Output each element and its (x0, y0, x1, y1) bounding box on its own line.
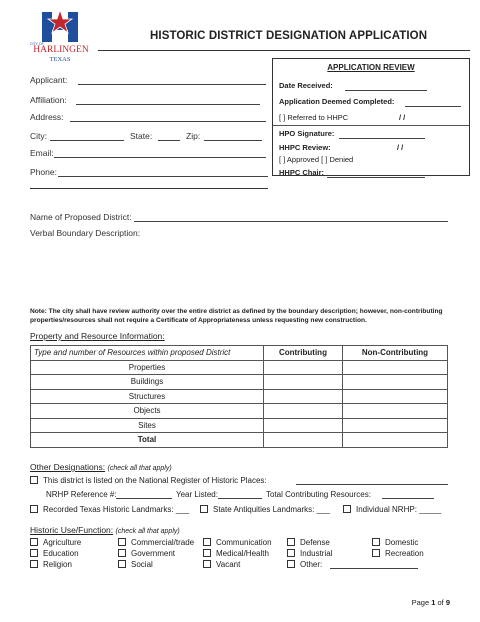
date-received-field[interactable] (345, 90, 427, 91)
use-hint: (check all that apply) (115, 528, 180, 535)
checkbox-icon[interactable] (118, 560, 126, 568)
individual-nrhp-checkbox[interactable] (343, 505, 441, 514)
use-label: Industrial (300, 549, 333, 558)
rthl-checkbox[interactable] (30, 505, 189, 514)
zip-label: Zip: (186, 131, 201, 141)
individual-nrhp-label: Individual NRHP: _____ (356, 505, 442, 514)
use-checkbox[interactable] (203, 538, 272, 547)
affiliation-label: Affiliation: (30, 95, 67, 105)
district-name-label: Name of Proposed District: (30, 212, 132, 222)
review-header: APPLICATION REVIEW (327, 63, 415, 72)
checkbox-icon[interactable] (287, 538, 295, 546)
nrhp-ref-field[interactable] (116, 498, 172, 499)
checkbox-icon[interactable] (30, 560, 38, 568)
row-properties: Properties (31, 360, 264, 375)
cell-input[interactable] (264, 389, 343, 404)
row-structures: Structures (31, 389, 264, 404)
use-label: Medical/Health (216, 549, 269, 558)
header-noncontributing: Non-Contributing (342, 346, 447, 361)
page-current: 1 (431, 598, 436, 607)
checkbox-icon[interactable] (343, 505, 351, 513)
checkbox-icon[interactable] (200, 505, 208, 513)
email-field[interactable] (54, 157, 266, 158)
nrhp-ref-label: NRHP Reference #: (46, 490, 117, 499)
row-total: Total (31, 433, 264, 448)
email-label: Email: (30, 148, 54, 158)
use-label: Recreation (385, 549, 424, 558)
zip-field[interactable] (204, 140, 262, 141)
note-text: Note: The city shall have review authority over the entire district as defined by the boundary description; however, non-contributing properties/resources shall not require a Certificate of Appropriateness unless requesting new construction. (30, 308, 443, 324)
use-label: Religion (43, 560, 72, 569)
checkbox-icon[interactable] (30, 538, 38, 546)
use-label: Commercial/trade (131, 538, 195, 547)
use-checkbox[interactable] (30, 549, 79, 558)
verbal-boundary-area[interactable] (30, 240, 450, 302)
checkbox-icon[interactable] (287, 549, 295, 557)
city-logo (30, 8, 90, 66)
total-contributing-label: Total Contributing Resources: (266, 490, 371, 499)
hhpc-review-date: / / (397, 143, 404, 152)
use-label: Defense (300, 538, 330, 547)
logo-city-of: CITY OF (30, 42, 44, 46)
use-checkbox[interactable] (118, 560, 153, 569)
cell-input[interactable] (342, 433, 447, 448)
page-title: HISTORIC DISTRICT DESIGNATION APPLICATION (150, 30, 428, 42)
use-checkbox[interactable] (30, 538, 81, 547)
other-use-field[interactable] (330, 568, 418, 569)
checkbox-icon[interactable] (372, 538, 380, 546)
city-field[interactable] (50, 140, 124, 141)
use-checkbox[interactable] (287, 538, 330, 547)
row-sites: Sites (31, 418, 264, 433)
total-contributing-field[interactable] (382, 498, 434, 499)
checkbox-icon[interactable] (118, 549, 126, 557)
header-contributing: Contributing (264, 346, 343, 361)
affiliation-field[interactable] (76, 104, 260, 105)
use-checkbox[interactable] (118, 549, 175, 558)
title-rule (98, 50, 470, 51)
year-listed-field[interactable] (218, 498, 262, 499)
verbal-boundary-label: Verbal Boundary Description: (30, 228, 141, 238)
use-label: Communication (216, 538, 272, 547)
hhpc-chair-label: HHPC Chair: (279, 168, 325, 177)
phone-label: Phone: (30, 167, 57, 177)
checkbox-icon[interactable] (203, 549, 211, 557)
use-label: Agriculture (43, 538, 82, 547)
use-label: Vacant (216, 560, 241, 569)
checkbox-icon[interactable] (287, 560, 295, 568)
hpo-signature-field[interactable] (339, 138, 425, 139)
city-label: City: (30, 131, 47, 141)
use-label: Social (131, 560, 153, 569)
applicant-divider (30, 188, 268, 189)
other-hint: (check all that apply) (107, 465, 172, 472)
phone-field[interactable] (58, 176, 268, 177)
logo-name: HARLINGEN (33, 45, 89, 55)
use-label: Education (43, 549, 79, 558)
row-buildings: Buildings (31, 375, 264, 390)
cell-input[interactable] (342, 375, 447, 390)
use-label: Other: (300, 560, 323, 569)
review-divider (273, 125, 469, 126)
hpo-signature-label: HPO Signature: (279, 129, 335, 138)
applicant-field[interactable] (78, 84, 266, 85)
cell-input[interactable] (264, 375, 343, 390)
deemed-completed-label: Application Deemed Completed: (279, 97, 395, 106)
cell-input[interactable] (342, 404, 447, 419)
page-number (412, 598, 450, 607)
header-type: Type and number of Resources within proposed District (31, 346, 264, 361)
other-section-title: Other Designations: (30, 462, 106, 472)
use-section-title: Historic Use/Function: (30, 525, 114, 535)
cell-input[interactable] (342, 418, 447, 433)
checkbox-icon[interactable] (30, 505, 38, 513)
date-received-label: Date Received: (279, 81, 333, 90)
cell-input[interactable] (342, 389, 447, 404)
checkbox-icon[interactable] (203, 538, 211, 546)
cell-input[interactable] (264, 433, 343, 448)
checkbox-icon[interactable] (372, 549, 380, 557)
resources-table (30, 345, 448, 448)
deemed-completed-field[interactable] (405, 106, 461, 107)
logo-state: TEXAS (49, 56, 71, 63)
referred-date: / / (399, 113, 406, 122)
page-total: 9 (445, 598, 450, 607)
use-checkbox[interactable] (118, 538, 194, 547)
cell-input[interactable] (264, 404, 343, 419)
historic-use-heading (30, 525, 180, 535)
sal-label: State Antiquities Landmarks: ___ (213, 505, 330, 514)
use-label: Government (131, 549, 176, 558)
other-designations-heading (30, 462, 172, 472)
applicant-label: Applicant: (30, 75, 68, 85)
checkbox-icon[interactable] (203, 560, 211, 568)
use-checkbox[interactable] (287, 549, 332, 558)
page-of: of (435, 598, 446, 607)
address-label: Address: (30, 112, 64, 122)
cell-input[interactable] (342, 360, 447, 375)
national-register-label: This district is listed on the National Register of Historic Places: (43, 476, 267, 485)
application-review-box (272, 58, 470, 176)
state-label: State: (130, 131, 153, 141)
state-field[interactable] (158, 140, 180, 141)
use-checkbox[interactable] (30, 560, 72, 569)
checkbox-icon[interactable] (30, 549, 38, 557)
hhpc-review-label: HHPC Review: (279, 143, 331, 152)
use-label: Domestic (385, 538, 419, 547)
checkbox-icon[interactable] (118, 538, 126, 546)
sal-checkbox[interactable] (200, 505, 330, 514)
use-checkbox[interactable] (287, 560, 322, 569)
referred-checkbox[interactable]: [ ] Referred to HHPC (279, 113, 349, 122)
use-checkbox[interactable] (203, 560, 240, 569)
year-listed-label: Year Listed: (176, 490, 218, 499)
national-register-checkbox[interactable] (30, 476, 267, 485)
row-objects: Objects (31, 404, 264, 419)
national-register-field[interactable] (296, 484, 448, 485)
use-checkbox[interactable] (372, 549, 424, 558)
address-field[interactable] (70, 121, 266, 122)
checkbox-icon[interactable] (30, 476, 38, 484)
hhpc-chair-field[interactable] (327, 177, 425, 178)
rthl-label: Recorded Texas Historic Landmarks: ___ (43, 505, 190, 514)
page-prefix: Page (411, 598, 432, 607)
district-name-field[interactable] (134, 221, 448, 222)
use-checkbox[interactable] (203, 549, 269, 558)
cell-input[interactable] (264, 418, 343, 433)
cell-input[interactable] (264, 360, 343, 375)
approved-denied-checkboxes[interactable]: [ ] Approved [ ] Denied (279, 155, 354, 164)
use-checkbox[interactable] (372, 538, 418, 547)
resources-section-title: Property and Resource Information: (30, 331, 165, 341)
